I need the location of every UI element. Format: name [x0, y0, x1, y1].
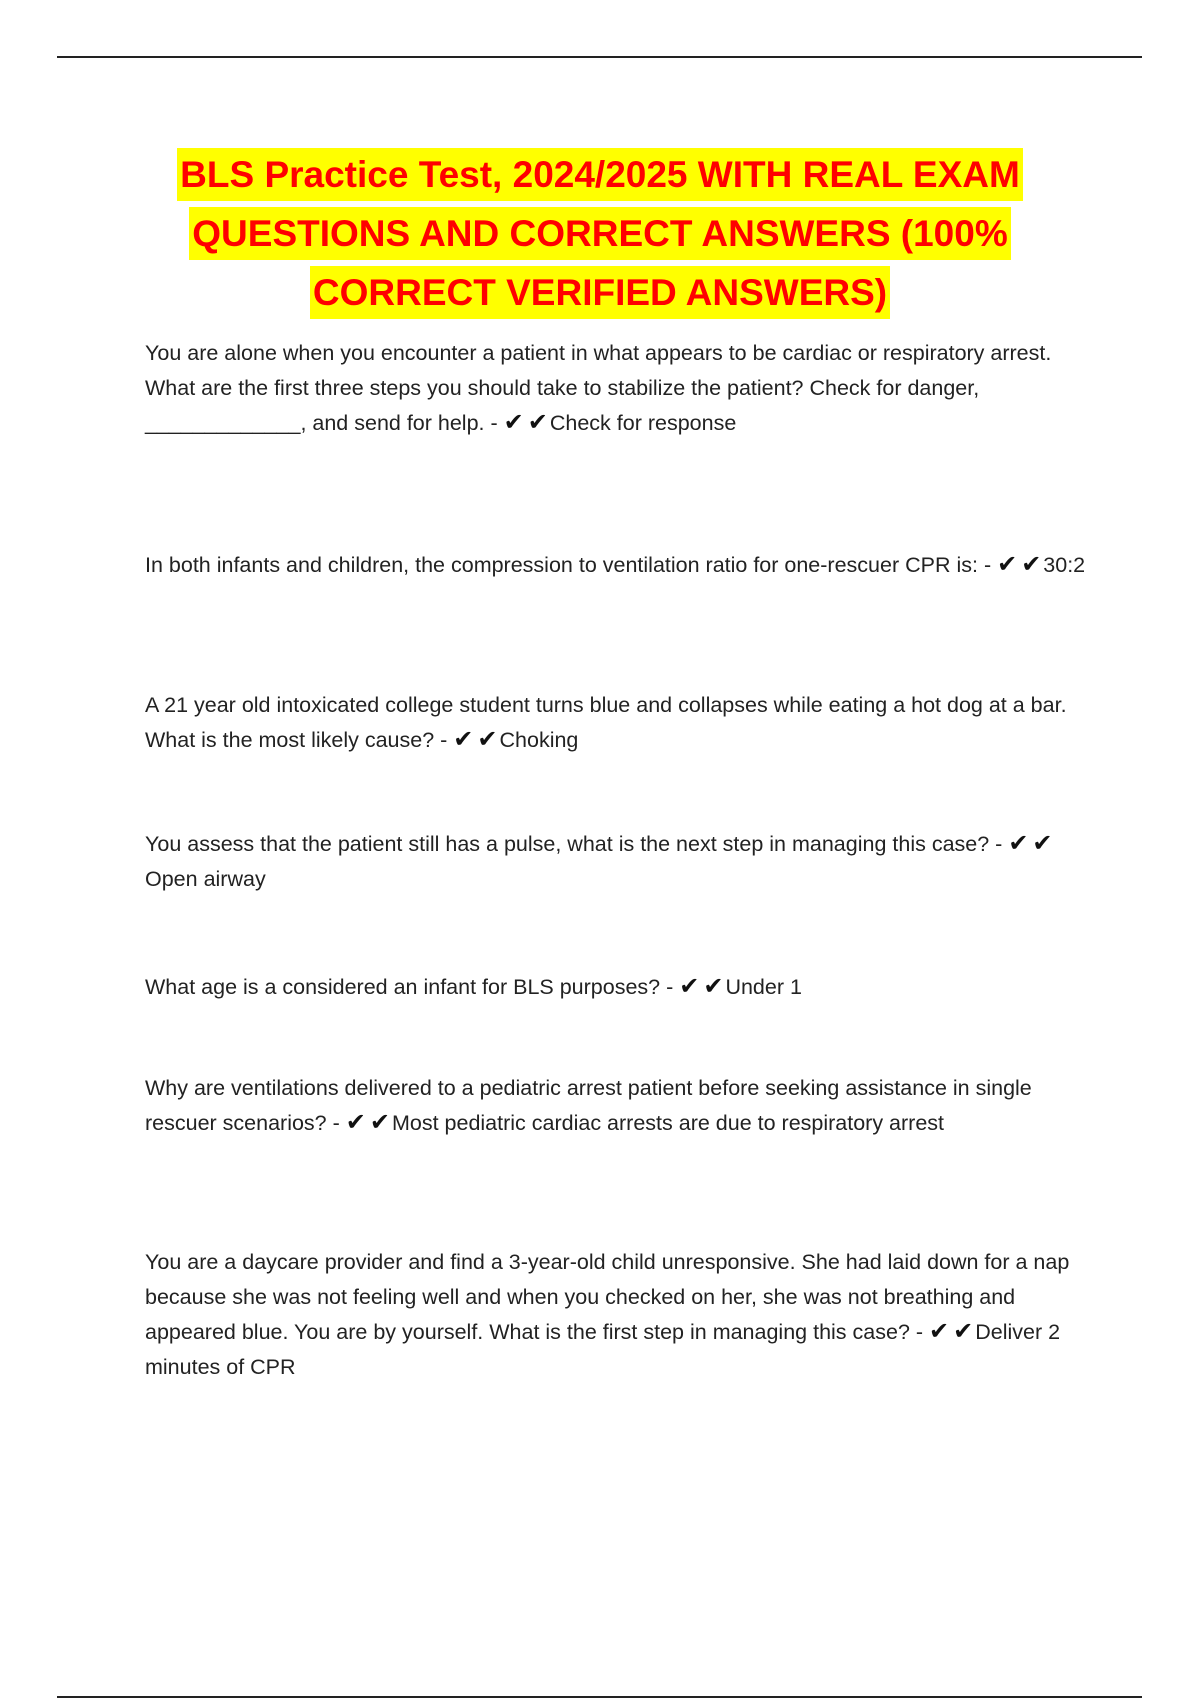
top-divider [57, 56, 1142, 58]
check-icon: ✔ [679, 972, 700, 1000]
title-line-2: QUESTIONS AND CORRECT ANSWERS (100% [189, 207, 1010, 260]
answer-separator: - [326, 1111, 346, 1135]
answer-text: Choking [499, 728, 579, 752]
qa-item-6 [145, 1071, 1090, 1141]
question-text: You are a daycare provider and find a 3-year-old child unresponsive. She had laid down for a nap because she was not feeling well and when you checked on her, she was not breathing and appeared blue. You are by yourself. What is the first step in managing this case? [145, 1250, 1070, 1344]
qa-item-3 [145, 688, 1090, 758]
check-icon: ✔ [1008, 829, 1029, 857]
answer-text: Open airway [145, 867, 266, 891]
question-text: A 21 year old intoxicated college student turns blue and collapses while eating a hot dog at a bar. What is the most likely cause? [145, 693, 1067, 752]
qa-item-5 [145, 970, 1090, 1005]
title-line-3: CORRECT VERIFIED ANSWERS) [310, 266, 890, 319]
check-icon: ✔ [453, 725, 474, 753]
check-icon: ✔ [503, 408, 524, 436]
check-icon: ✔ [345, 1108, 366, 1136]
check-icon: ✔ [703, 972, 724, 1000]
question-text: You assess that the patient still has a pulse, what is the next step in managing this case? [145, 832, 990, 856]
answer-text: Check for response [549, 411, 737, 435]
answer-separator: - [909, 1320, 930, 1344]
check-icon: ✔ [953, 1317, 974, 1345]
check-icon: ✔ [997, 550, 1018, 578]
qa-item-4 [145, 827, 1090, 897]
check-icon: ✔ [1021, 550, 1042, 578]
answer-separator: - [484, 411, 504, 435]
title-line-1: BLS Practice Test, 2024/2025 WITH REAL EXAM [177, 148, 1023, 201]
question-text: You are alone when you encounter a patient in what appears to be cardiac or respiratory arrest. What are the first three steps you should take to stabilize the patient? Check for danger, _____________, and send for help. [145, 341, 1052, 435]
answer-separator: - [434, 728, 454, 752]
check-icon: ✔ [369, 1108, 390, 1136]
question-text: Why are ventilations delivered to a pediatric arrest patient before seeking assistance in single rescuer scenarios? [145, 1076, 1032, 1135]
question-text: What age is a considered an infant for BLS purposes? [145, 975, 661, 999]
answer-text: Under 1 [725, 975, 802, 999]
qa-item-1 [145, 336, 1090, 441]
answer-separator: - [660, 975, 680, 999]
qa-item-7 [145, 1245, 1090, 1385]
answer-text: Deliver 2 minutes of CPR [145, 1320, 1061, 1379]
answer-text: 30:2 [1043, 553, 1086, 577]
check-icon: ✔ [477, 725, 498, 753]
answer-text: Most pediatric cardiac arrests are due to respiratory arrest [391, 1111, 945, 1135]
check-icon: ✔ [527, 408, 548, 436]
answer-separator: - [977, 553, 998, 577]
question-text: In both infants and children, the compression to ventilation ratio for one-rescuer CPR is: [145, 553, 978, 577]
check-icon: ✔ [929, 1317, 950, 1345]
document-title [60, 148, 1140, 325]
qa-item-2 [145, 548, 1090, 583]
check-icon: ✔ [1032, 829, 1053, 857]
answer-separator: - [989, 832, 1009, 856]
bottom-divider [57, 1696, 1142, 1698]
